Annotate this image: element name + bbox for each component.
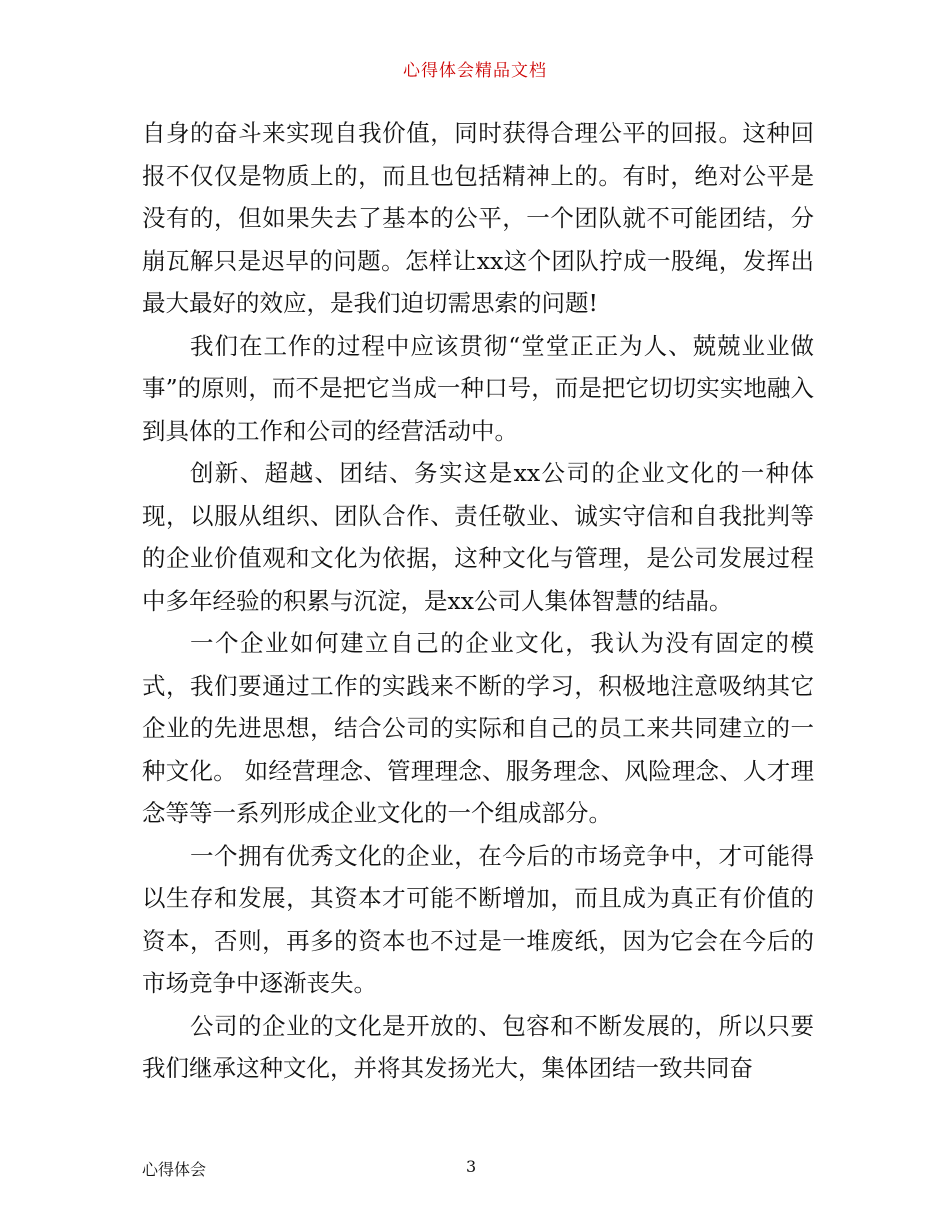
document-body — [142, 112, 814, 1090]
page-number: 3 — [466, 1157, 477, 1176]
paragraph-6: 公司的企业的文化是开放的、包容和不断发展的，所以只要我们继承这种文化，并将其发扬光大，集体团结一致共同奋 — [142, 1011, 814, 1082]
paragraph-1: 自身的奋斗来实现自我价值，同时获得合理公平的回报。这种回报不仅仅是物质上的，而且也包括精神上的。有时，绝对公平是没有的，但如果失去了基本的公平，一个团队就不可能团结，分崩瓦解只是迟早的问题。怎样让xx这个团队拧成一股绳，发挥出最大最好的效应，是我们迫切需思索的问题! — [142, 119, 814, 317]
footer-label: 心得体会 — [142, 1160, 207, 1179]
page-header-title: 心得体会精品文档 — [403, 61, 547, 81]
paragraph-4: 一个企业如何建立自己的企业文化，我认为没有固定的模式，我们要通过工作的实践来不断的学习，积极地注意吸纳其它企业的先进思想，结合公司的实际和自己的员工来共同建立的一种文化。 如经营理念、管理理念、服务理念、风险理念、人才理念等等一系列形成企业文化的一个组成部分。 — [142, 629, 814, 827]
paragraph-2: 我们在工作的过程中应该贯彻“堂堂正正为人、兢兢业业做事”的原则，而不是把它当成一种口号，而是把它切切实实地融入到具体的工作和公司的经营活动中。 — [142, 331, 814, 445]
paragraph-3: 创新、超越、团结、务实这是xx公司的企业文化的一种体现，以服从组织、团队合作、责任敬业、诚实守信和自我批判等的企业价值观和文化为依据，这种文化与管理，是公司发展过程中多年经验的积累与沉淀，是xx公司人集体智慧的结晶。 — [142, 459, 814, 615]
paragraph-5: 一个拥有优秀文化的企业，在今后的市场竞争中，才可能得以生存和发展，其资本才可能不断增加，而且成为真正有价值的资本，否则，再多的资本也不过是一堆废纸，因为它会在今后的市场竞争中逐渐丧失。 — [142, 841, 814, 997]
